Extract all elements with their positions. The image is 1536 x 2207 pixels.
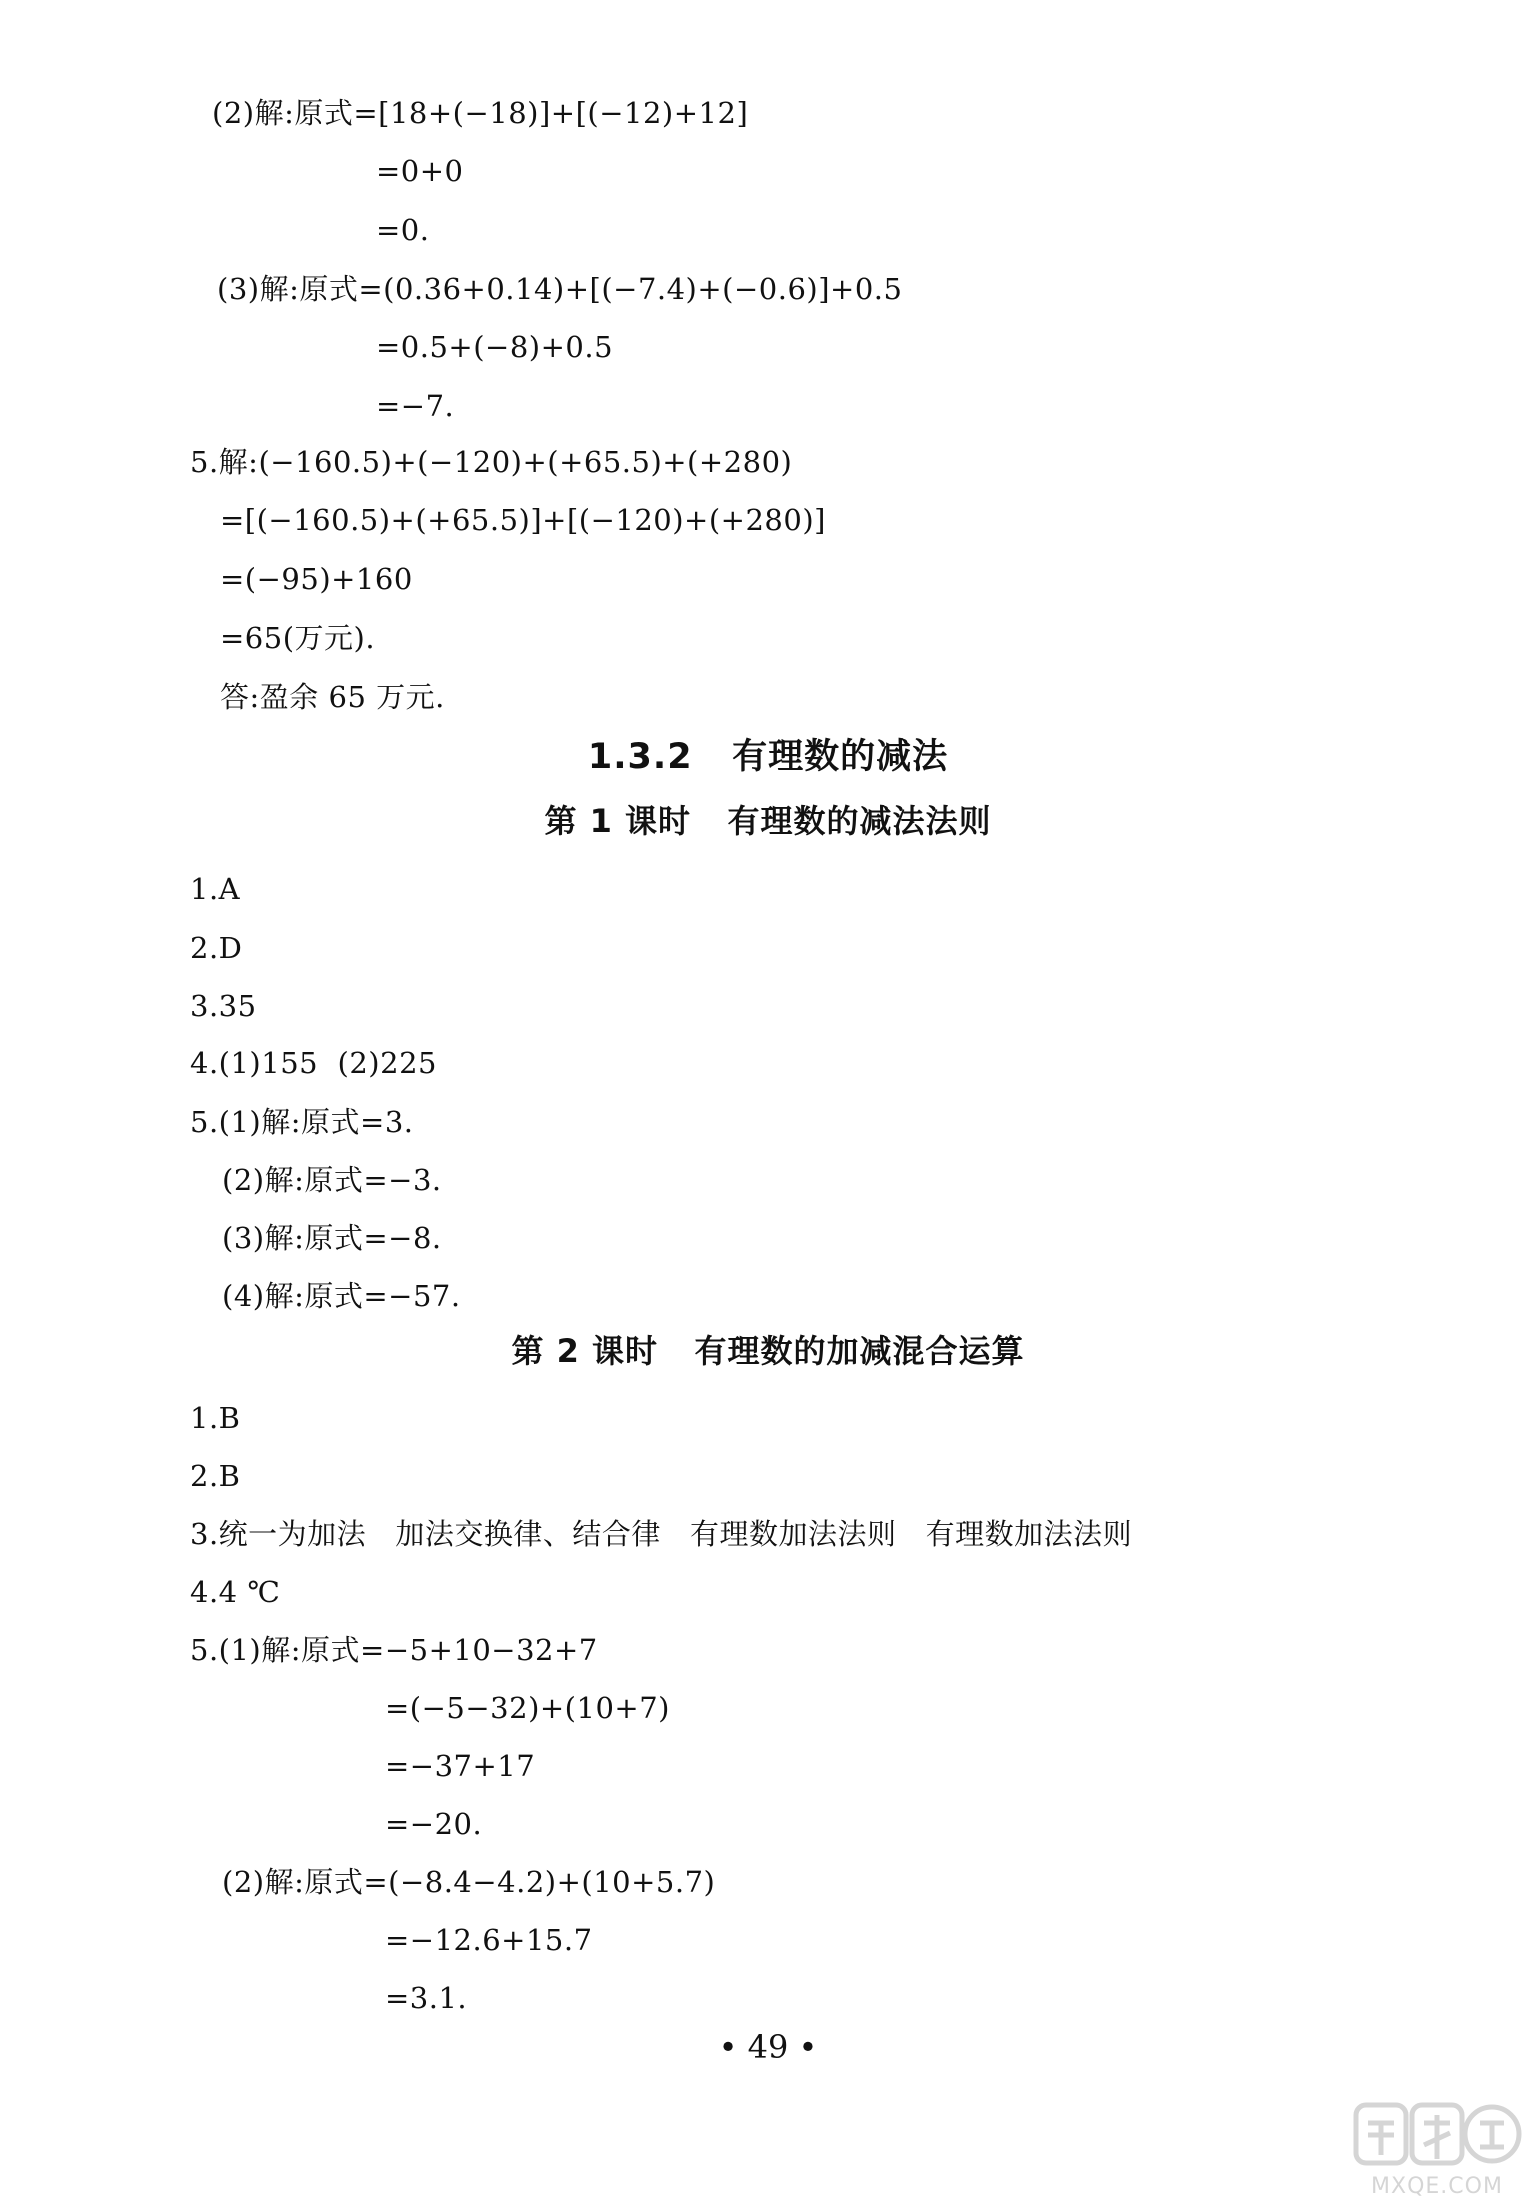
answer-line: =0.5+(−8)+0.5 <box>376 330 614 364</box>
lesson-2-title: 第 2 课时 有理数的加减混合运算 <box>511 1332 1025 1370</box>
answer-line: (3)解:原式=(0.36+0.14)+[(−7.4)+(−0.6)]+0.5 <box>217 272 903 306</box>
answer-line: =(−95)+160 <box>220 562 413 596</box>
answer-line: (2)解:原式=[18+(−18)]+[(−12)+12] <box>212 96 749 130</box>
answer-line: 5.解:(−160.5)+(−120)+(+65.5)+(+280) <box>190 445 793 479</box>
answer-line: =−7. <box>376 389 455 423</box>
svg-text:MXQE.COM: MXQE.COM <box>1371 2174 1503 2199</box>
answer-line: =0+0 <box>376 154 464 188</box>
page-number: • 49 • <box>718 2028 818 2066</box>
answer-line: (2)解:原式=−3. <box>222 1163 442 1197</box>
answer-line: 2.B <box>190 1459 241 1493</box>
answer-line: (4)解:原式=−57. <box>222 1279 461 1313</box>
lesson-1-title: 第 1 课时 有理数的减法法则 <box>544 802 992 840</box>
answer-line: =65(万元). <box>220 621 376 655</box>
answer-line: 3.35 <box>190 989 257 1023</box>
answer-line: =−37+17 <box>385 1749 536 1783</box>
answer-line: 5.(1)解:原式=−5+10−32+7 <box>190 1633 598 1667</box>
answer-line: 2.D <box>190 931 243 965</box>
watermark-logo <box>1352 2101 1522 2201</box>
answer-line: =[(−160.5)+(+65.5)]+[(−120)+(+280)] <box>220 503 826 537</box>
answer-line: 5.(1)解:原式=3. <box>190 1105 414 1139</box>
answer-line: (3)解:原式=−8. <box>222 1221 442 1255</box>
answer-line: =−12.6+15.7 <box>385 1923 593 1957</box>
answer-line: 4.4 ℃ <box>190 1575 281 1609</box>
answer-line: (2)解:原式=(−8.4−4.2)+(10+5.7) <box>222 1865 716 1899</box>
answer-line: =3.1. <box>385 1981 468 2015</box>
answer-line: 3.统一为加法 加法交换律、结合律 有理数加法法则 有理数加法法则 <box>190 1517 1133 1551</box>
answer-line: =0. <box>376 213 430 247</box>
answer-line: 4.(1)155 (2)225 <box>190 1046 437 1080</box>
answer-line: =−20. <box>385 1807 483 1841</box>
section-title: 1.3.2 有理数的减法 <box>587 737 949 777</box>
answer-line: =(−5−32)+(10+7) <box>385 1691 670 1725</box>
answer-line: 答:盈余 65 万元. <box>220 680 445 714</box>
answer-line: 1.A <box>190 872 241 906</box>
answer-line: 1.B <box>190 1401 241 1435</box>
